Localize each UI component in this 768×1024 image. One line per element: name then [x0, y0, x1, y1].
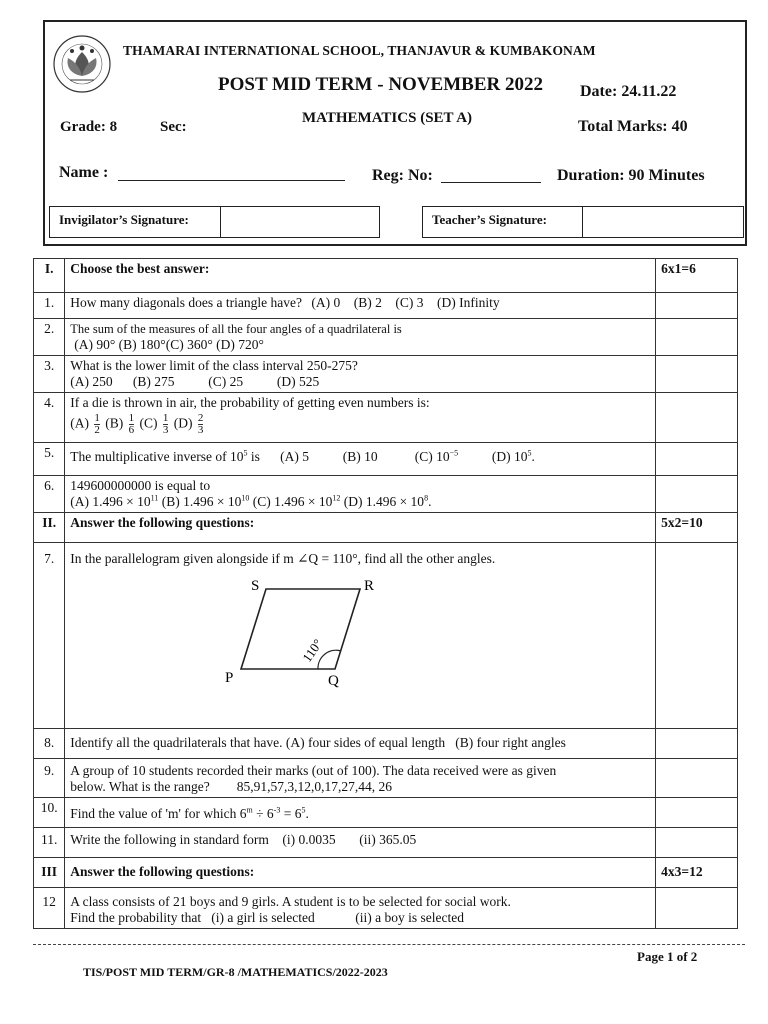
- grade-label: Grade: 8: [60, 119, 118, 135]
- footer-divider: [33, 944, 745, 945]
- angle-label: 110°: [299, 636, 326, 665]
- question-number: 5.: [34, 443, 65, 476]
- marks-cell: [656, 759, 738, 798]
- name-field-line[interactable]: [118, 180, 345, 181]
- fraction-third: $\frac{1}{3}$: [162, 412, 169, 436]
- question-4-text: If a die is thrown in air, the probability of getting even numbers is:: [70, 395, 430, 410]
- question-row: [34, 443, 738, 476]
- question-row: [34, 798, 738, 828]
- question-table: [33, 258, 738, 929]
- question-text: [65, 356, 656, 393]
- question-12-text-2: Find the probability that (i) a girl is selected (ii) a boy is selected: [70, 910, 464, 925]
- page-number: Page 1 of 2: [637, 949, 698, 964]
- question-text: Identify all the quadrilaterals that have. (A) four sides of equal length (B) four right angles: [65, 729, 656, 759]
- parallelogram-figure: [225, 573, 385, 693]
- question-text: [65, 293, 656, 319]
- vertex-label-r: R: [364, 578, 375, 594]
- question-4-options: (A) $\frac{1}{2}$ (B) $\frac{1}{6}$ (C) $\frac{1}{3}$ (D) $\frac{2}{3}$: [70, 412, 204, 436]
- exam-date: Date: 24.11.22: [580, 83, 677, 100]
- fraction-half: $\frac{1}{2}$: [94, 412, 100, 436]
- marks-cell: [656, 828, 738, 858]
- question-number: 1.: [34, 293, 65, 319]
- question-2-text: The sum of the measures of all the four angles of a quadrilateral is: [70, 322, 402, 336]
- question-text: The multiplicative inverse of $10^5$ is (A) 5 (B) 10 (C) $10^{-5}$ (D) $10^5$.: [65, 443, 656, 476]
- fraction-sixth: $\frac{1}{6}$: [128, 412, 135, 436]
- question-9-text-2: [70, 779, 650, 795]
- marks-cell: [656, 476, 738, 513]
- footer-code: TIS/POST MID TERM/GR-8 /MATHEMATICS/2022-2023: [83, 965, 388, 979]
- section-label: Sec:: [160, 119, 187, 135]
- question-6-text: 149600000000 is equal to: [70, 478, 211, 493]
- question-text: [65, 393, 656, 443]
- invigilator-signature-field[interactable]: [221, 207, 379, 237]
- question-text: [65, 476, 656, 513]
- marks-cell: [656, 798, 738, 828]
- vertex-label-q: Q: [328, 673, 340, 689]
- question-row: [34, 888, 738, 929]
- vertex-label-s: S: [251, 578, 260, 594]
- question-number: 2.: [34, 319, 65, 356]
- question-7-text: In the parallelogram given alongside if m ∠Q = 110°, find all the other angles.: [70, 551, 496, 566]
- question-6-options: (A) $1.496 \times 10^{11}$ (B) $1.496 \times 10^{10}$ (C) $1.496 \times 10^{12}$ (D) $1.496 \times 10^8$.: [70, 493, 432, 509]
- section-number: III: [34, 858, 65, 888]
- question-number: 7.: [34, 543, 65, 729]
- teacher-signature-box: [422, 206, 744, 238]
- reg-no-label: Reg: No:: [372, 167, 433, 184]
- question-number: 4.: [34, 393, 65, 443]
- question-text: Find the value of 'm' for which $6^m \div 6^{-3} = 6^5$.: [65, 798, 656, 828]
- section-title: Choose the best answer:: [65, 259, 656, 293]
- question-1-text: How many diagonals does a triangle have?: [70, 295, 302, 310]
- question-number: 3.: [34, 356, 65, 393]
- question-3-options: (A) 250 (B) 275 (C) 25 (D) 525: [70, 374, 320, 389]
- question-number: 12: [34, 888, 65, 929]
- question-row: [34, 293, 738, 319]
- question-row: [34, 319, 738, 356]
- marks-cell: [656, 356, 738, 393]
- section-marks: 4x3=12: [656, 858, 738, 888]
- question-number: 6.: [34, 476, 65, 513]
- question-number: 11.: [34, 828, 65, 858]
- question-row: [34, 759, 738, 798]
- question-1-options: (A) 0 (B) 2 (C) 3 (D) Infinity: [311, 295, 500, 310]
- name-label: Name :: [59, 164, 109, 181]
- question-text: [65, 319, 656, 356]
- teacher-signature-label: Teacher’s Signature:: [423, 207, 583, 237]
- section-row: [34, 858, 738, 888]
- invigilator-signature-label: Invigilator’s Signature:: [50, 207, 221, 237]
- school-name: THAMARAI INTERNATIONAL SCHOOL, THANJAVUR & KUMBAKONAM: [123, 43, 596, 58]
- duration-label: Duration: 90 Minutes: [557, 167, 705, 184]
- question-text: [65, 543, 656, 729]
- section-number: I.: [34, 259, 65, 293]
- question-text: [65, 759, 656, 798]
- school-logo: [52, 34, 112, 94]
- question-2-options: (A) 90° (B) 180°(C) 360° (D) 720°: [74, 337, 264, 352]
- question-9-text: A group of 10 students recorded their marks (out of 100). The data received were as given: [70, 763, 557, 778]
- marks-cell: [656, 393, 738, 443]
- section-row: [34, 513, 738, 543]
- subject-title: MATHEMATICS (SET A): [302, 110, 473, 126]
- section-title: Answer the following questions:: [65, 858, 656, 888]
- question-number: 9.: [34, 759, 65, 798]
- section-marks: 6x1=6: [656, 259, 738, 293]
- question-row: [34, 356, 738, 393]
- marks-cell: [656, 319, 738, 356]
- invigilator-signature-box: [49, 206, 380, 238]
- question-12-text: A class consists of 21 boys and 9 girls. A student is to be selected for social work.: [70, 894, 511, 909]
- question-3-text: What is the lower limit of the class interval 250-275?: [70, 358, 358, 373]
- question-row: [34, 828, 738, 858]
- marks-cell: [656, 888, 738, 929]
- question-row: [34, 543, 738, 729]
- section-title: Answer the following questions:: [65, 513, 656, 543]
- teacher-signature-field[interactable]: [583, 207, 743, 237]
- section-number: II.: [34, 513, 65, 543]
- question-text: [65, 888, 656, 929]
- marks-cell: [656, 443, 738, 476]
- question-number: 8.: [34, 729, 65, 759]
- reg-no-field-line[interactable]: [441, 182, 541, 183]
- vertex-label-p: P: [225, 670, 234, 686]
- question-text: Write the following in standard form (i) 0.0035 (ii) 365.05: [65, 828, 656, 858]
- total-marks: Total Marks: 40: [578, 118, 688, 135]
- exam-title: POST MID TERM - NOVEMBER 2022: [218, 74, 543, 95]
- question-9-prompt: below. What is the range?: [70, 779, 210, 794]
- question-number: 10.: [34, 798, 65, 828]
- question-row: [34, 476, 738, 513]
- question-row: [34, 729, 738, 759]
- section-marks: 5x2=10: [656, 513, 738, 543]
- marks-cell: [656, 729, 738, 759]
- marks-cell: [656, 543, 738, 729]
- fraction-two-thirds: $\frac{2}{3}$: [197, 412, 204, 436]
- marks-cell: [656, 293, 738, 319]
- section-row: [34, 259, 738, 293]
- question-9-data: 85,91,57,3,12,0,17,27,44, 26: [236, 779, 392, 794]
- question-row: [34, 393, 738, 443]
